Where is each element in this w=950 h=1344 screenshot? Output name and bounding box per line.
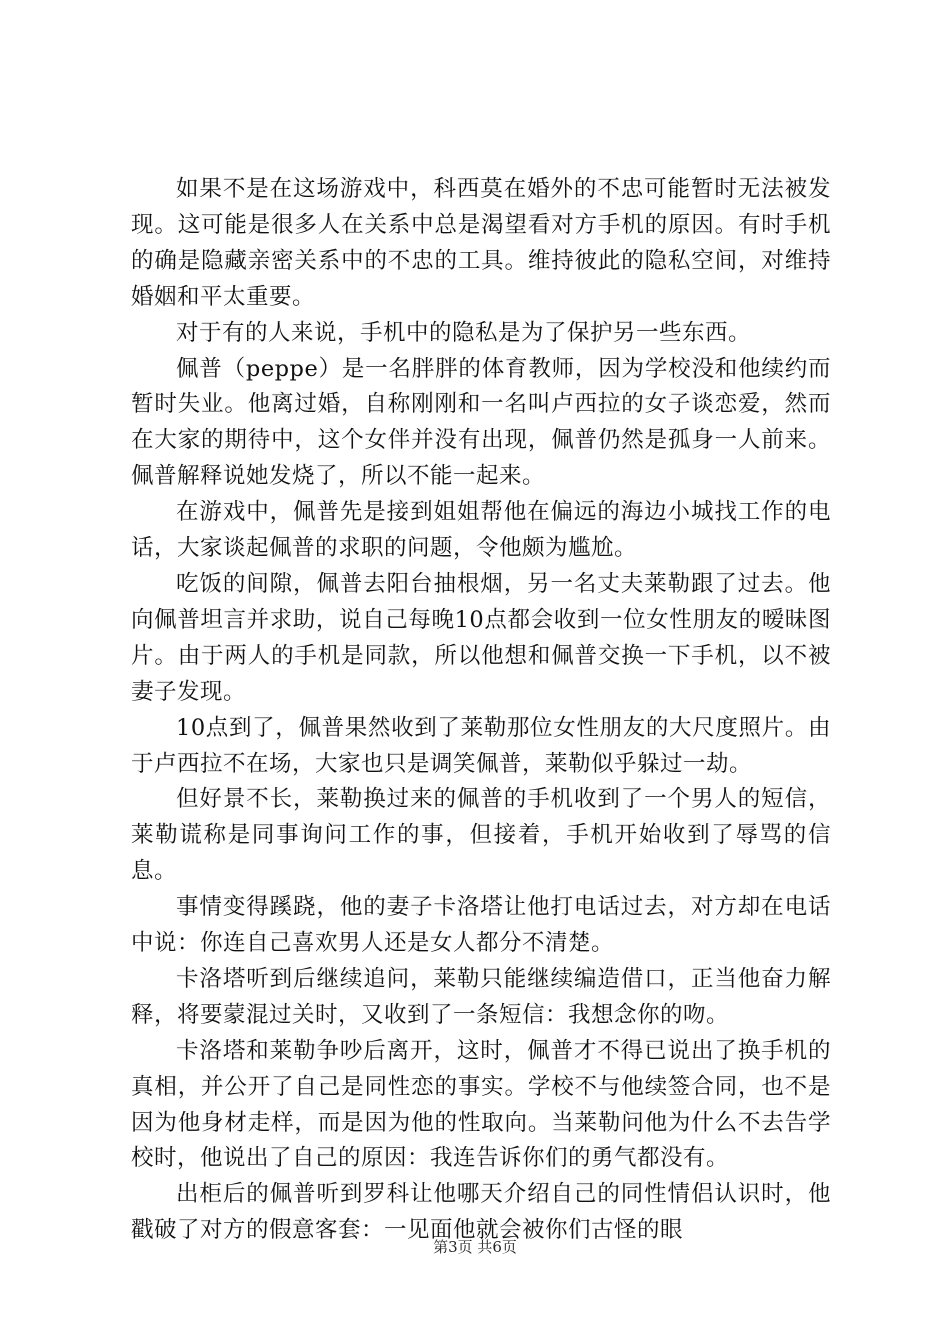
paragraph-1: 如果不是在这场游戏中，科西莫在婚外的不忠可能暂时无法被发现。这可能是很多人在关系中总是渴望看对方手机的原因。有时手机的确是隐藏亲密关系中的不忠的工具。维持彼此的隐私空间，对维持婚姻和平太重要。 <box>131 176 831 310</box>
paragraph-8: 事情变得蹊跷，他的妻子卡洛塔让他打电话过去，对方却在电话中说：你连自己喜欢男人还是女人都分不清楚。 <box>131 894 831 957</box>
body-text <box>131 172 831 1249</box>
paragraph-5: 吃饭的间隙，佩普去阳台抽根烟，另一名丈夫莱勒跟了过去。他向佩普坦言并求助，说自己每晚10点都会收到一位女性朋友的暧昧图片。由于两人的手机是同款，所以他想和佩普交换一下手机，以不被妻子发现。 <box>131 570 831 705</box>
paragraph-10: 卡洛塔和莱勒争吵后离开，这时，佩普才不得已说出了换手机的真相，并公开了自己是同性恋的事实。学校不与他续签合同，也不是因为他身材走样，而是因为他的性取向。当莱勒问他为什么不去告学校时，他说出了自己的原因：我连告诉你们的勇气都没有。 <box>131 1037 831 1172</box>
paragraph-2: 对于有的人来说，手机中的隐私是为了保护另一些东西。 <box>176 319 752 346</box>
paragraph-7: 但好景不长，莱勒换过来的佩普的手机收到了一个男人的短信，莱勒谎称是同事询问工作的事，但接着，手机开始收到了辱骂的信息。 <box>131 786 831 885</box>
paragraph-9: 卡洛塔听到后继续追问，莱勒只能继续编造借口，正当他奋力解释，将要蒙混过关时，又收到了一条短信：我想念你的吻。 <box>131 965 831 1028</box>
page-number-label: 第3页 共6页 <box>433 1238 517 1256</box>
paragraph-4: 在游戏中，佩普先是接到姐姐帮他在偏远的海边小城找工作的电话，大家谈起佩普的求职的问题，令他颇为尴尬。 <box>131 499 831 562</box>
paragraph-11: 出柜后的佩普听到罗科让他哪天介绍自己的同性情侣认识时，他戳破了对方的假意客套：一见面他就会被你们古怪的眼 <box>131 1181 831 1244</box>
paragraph-6: 10点到了，佩普果然收到了莱勒那位女性朋友的大尺度照片。由于卢西拉不在场，大家也只是调笑佩普，莱勒似乎躲过一劫。 <box>131 714 831 777</box>
paragraph-3: 佩普（peppe）是一名胖胖的体育教师，因为学校没和他续约而暂时失业。他离过婚，自称刚刚和一名叫卢西拉的女子谈恋爱，然而在大家的期待中，这个女伴并没有出现，佩普仍然是孤身一人前来。佩普解释说她发烧了，所以不能一起来。 <box>131 355 831 490</box>
page-footer <box>0 1236 950 1257</box>
